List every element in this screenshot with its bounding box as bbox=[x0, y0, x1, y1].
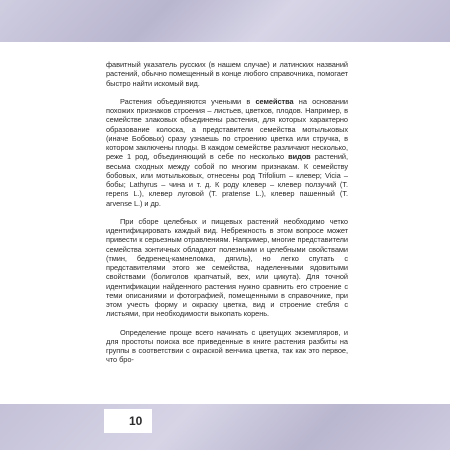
right-margin bbox=[349, 42, 450, 404]
paragraph-1: фавитный указатель русских (в нашем случае) и латинских названий растений, обычно помещенный в конце любого справочника, помогает быстро найти искомый вид. bbox=[106, 60, 348, 88]
decorative-header-band bbox=[0, 0, 450, 42]
paragraph-2: Растения объединяются учеными в семейства на основании похожих признаков строения – листьев, цветков, плодов. Например, в семействе злаковых объединены растения, для которых характерно образование колоска, а представители семейства мотыльковых (иначе Бобовых) сразу узнаешь по строению цветка или стручка, в котором заключены плоды. В каждом семействе различают несколько, реже 1 род, объединяющий в себе по несколько видов растений, весьма сходных между собой по многим признакам. К семейству бобовых, или мотыльковых, отнесены род Trifolium – клевер; Vicia – бобы; Lathyrus – чина и т. д. К роду клевер – клевер ползучий (T. repens L.), клевер луговой (T. pratense L.), клевер пашенный (T. arvense L.) и др. bbox=[106, 96, 348, 208]
paragraph-4: Определение проще всего начинать с цветущих экземпляров, и для простоты поиска все приведенные в книге растения разбиты на группы в соответствии с окраской венчика цветка, так как это первое, что бро- bbox=[106, 327, 348, 365]
left-margin bbox=[0, 42, 104, 404]
term-families: семейства bbox=[255, 96, 294, 106]
body-text bbox=[106, 60, 348, 374]
paragraph-3: При сборе целебных и пищевых растений необходимо четко идентифицировать каждый вид. Небрежность в этом вопросе может привести к серьезным отравлениям. Например, многие представители семейства зонтичных обладают полезными и целебными свойствами (тмин, бедренец-камнеломка, дягиль), но легко спутать с представителями этого же семейства, наделенными ядовитыми свойствами (болиголов крапчатый, вех, или цикута). Для точной идентификации найденного растения нужно сравнить его строение с теми описаниями и фотографией, помещенными в справочнике, при этом учесть форму и окраску цветка, вид и строение стебля с листьями, при необходимости выкопать корень. bbox=[106, 216, 348, 319]
decorative-footer-band bbox=[0, 404, 450, 450]
term-species: видов bbox=[288, 152, 311, 162]
page-number-label: 10 bbox=[129, 414, 143, 428]
page-number bbox=[104, 409, 152, 433]
